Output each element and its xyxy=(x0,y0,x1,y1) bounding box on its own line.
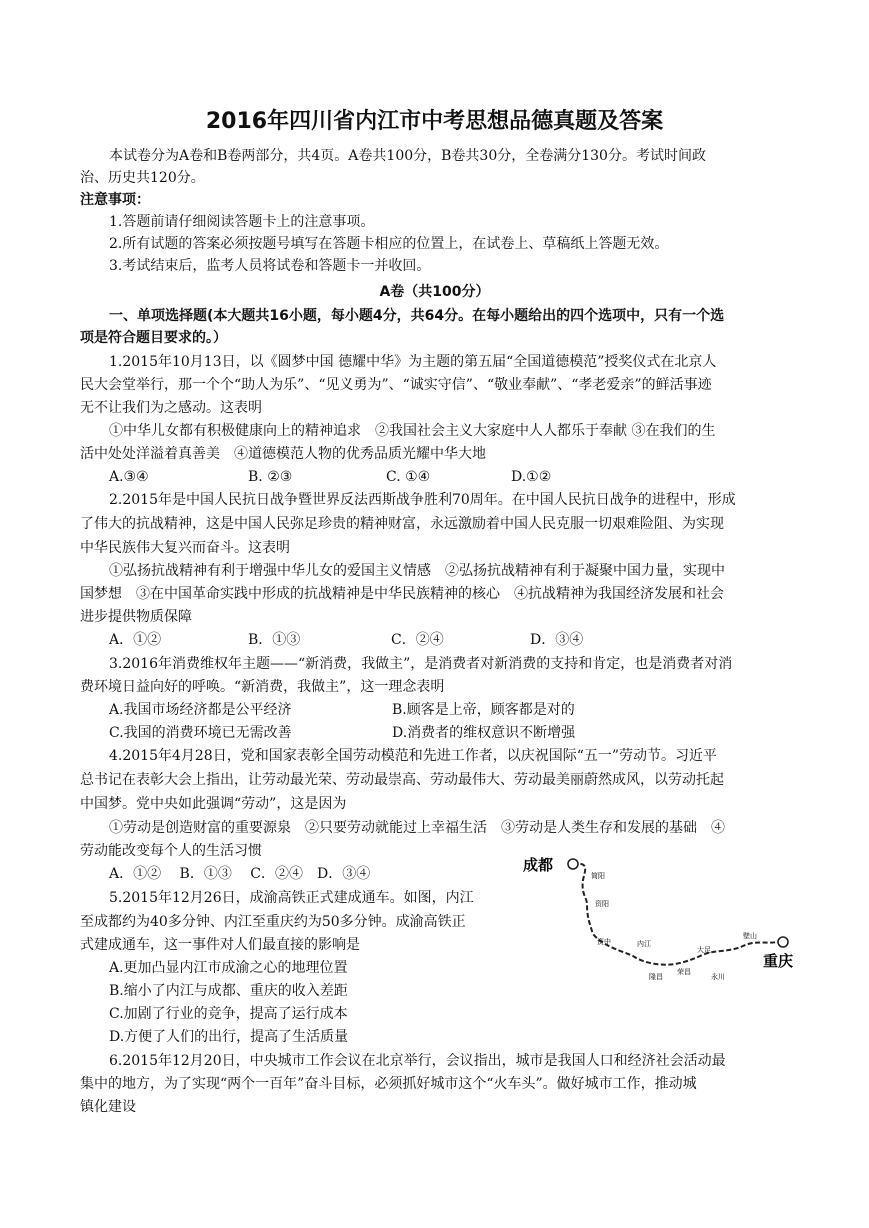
q3-option-d: D.消费者的维权意识不断增强 xyxy=(392,725,576,741)
part1-heading: 一、单项选择题(本大题共16小题，每小题4分，共64分。在每小题给出的四个选项中，只有一个选 xyxy=(109,308,725,324)
q1-option-c: C. ①④ xyxy=(386,469,431,485)
q1-option-b: B. ②③ xyxy=(248,469,293,485)
q1-statements: ①中华儿女都有积极健康向上的精神追求 ②我国社会主义大家庭中人人都乐于奉献 ③在我们的生 xyxy=(109,423,716,439)
intro-line: 治、历史共120分。 xyxy=(80,170,205,186)
q5-stem: 式建成通车，这一事件对人们最直接的影响是 xyxy=(80,937,360,953)
intro-line: 本试卷分为A卷和B卷两部分，共4页。A卷共100分，B卷共30分，全卷满分130分。考试时间政 xyxy=(109,148,706,164)
map-label-station: 荣昌 xyxy=(677,968,691,976)
q4-statements: ①劳动是创造财富的重要源泉 ②只要劳动就能过上幸福生活 ③劳动是人类生存和发展的基础 ④ xyxy=(109,820,725,836)
q4-stem: 总书记在表彰大会上指出，让劳动最光荣、劳动最崇高、劳动最伟大、劳动最美丽蔚然成风，以劳动托起 xyxy=(80,772,724,788)
q6-stem: 6.2015年12月20日，中央城市工作会议在北京举行，会议指出，城市是我国人口和经济社会活动最 xyxy=(109,1053,726,1069)
map-label-start: 成都 xyxy=(523,856,554,874)
map-label-station: 资中 xyxy=(597,938,611,946)
end-station-marker xyxy=(778,937,788,947)
q2-option-d: D．③④ xyxy=(530,632,584,648)
q1-stem: 民大会堂举行，那一个个“助人为乐”、“见义勇为”、“诚实守信”、“敬业奉献”、“孝老爱亲”的鲜活事迹 xyxy=(80,377,712,393)
map-label-station: 资阳 xyxy=(595,900,609,908)
q2-statements: 进步提供物质保障 xyxy=(80,609,192,625)
notice-item: 1.答题前请仔细阅读答题卡上的注意事项。 xyxy=(109,214,375,230)
q1-option-a: A.③④ xyxy=(109,469,149,485)
map-label-station: 内江 xyxy=(637,940,651,948)
q5-option-c: C.加剧了行业的竞争，提高了运行成本 xyxy=(109,1006,348,1022)
q2-option-c: C．②④ xyxy=(391,632,444,648)
q4-options: A．①② B．①③ C．②④ D．③④ xyxy=(109,866,371,882)
map-label-station: 隆昌 xyxy=(649,973,663,981)
q2-option-b: B．①③ xyxy=(248,632,301,648)
q3-stem: 3.2016年消费维权年主题——“新消费，我做主”，是消费者对新消费的支持和肯定，也是消费者对消 xyxy=(109,656,733,672)
chengyu-railway-map xyxy=(515,842,805,992)
q2-stem: 2.2015年是中国人民抗日战争暨世界反法西斯战争胜利70周年。在中国人民抗日战争的进程中，形成 xyxy=(109,492,736,508)
q4-statements: 劳动能改变每个人的生活习惯 xyxy=(80,843,262,859)
q5-stem: 5.2015年12月26日，成渝高铁正式建成通车。如图，内江 xyxy=(109,890,474,906)
map-label-station: 永川 xyxy=(711,973,725,981)
map-label-end: 重庆 xyxy=(763,952,794,970)
q5-stem: 至成都约为40多分钟、内江至重庆约为50多分钟。成渝高铁正 xyxy=(80,914,466,930)
notice-heading: 注意事项： xyxy=(80,192,150,208)
page-title: 2016年四川省内江市中考思想品德真题及答案 xyxy=(205,109,664,134)
q1-stem: 1.2015年10月13日，以《圆梦中国 德耀中华》为主题的第五届“全国道德模范”授奖仪式在北京人 xyxy=(109,354,717,370)
notice-item: 3.考试结束后，监考人员将试卷和答题卡一并收回。 xyxy=(109,258,431,274)
map-label-station: 简阳 xyxy=(591,872,605,880)
part1-heading: 项是符合题目要求的。） xyxy=(80,330,227,346)
q2-stem: 中华民族伟大复兴而奋斗。这表明 xyxy=(80,540,290,556)
q5-option-d: D.方便了人们的出行，提高了生活质量 xyxy=(109,1029,349,1045)
q3-option-b: B.顾客是上帝，顾客都是对的 xyxy=(392,702,575,718)
q3-option-a: A.我国市场经济都是公平经济 xyxy=(109,702,292,718)
map-label-station: 壁山 xyxy=(743,932,757,940)
q5-option-a: A.更加凸显内江市成渝之心的地理位置 xyxy=(109,960,348,976)
q6-stem: 集中的地方，为了实现“两个一百年”奋斗目标，必须抓好城市这个“火车头”。做好城市工作，推动城 xyxy=(80,1076,697,1092)
q5-option-b: B.缩小了内江与成都、重庆的收入差距 xyxy=(109,983,348,999)
notice-item: 2.所有试题的答案必须按题号填写在答题卡相应的位置上，在试卷上、草稿纸上答题无效。 xyxy=(109,236,669,252)
q1-stem: 无不让我们为之感动。这表明 xyxy=(80,400,262,416)
start-station-marker xyxy=(568,859,578,869)
q1-statements: 活中处处洋溢着真善美 ④道德模范人物的优秀品质光耀中华大地 xyxy=(80,446,486,462)
q2-option-a: A．①② xyxy=(109,632,162,648)
map-label-station: 大足 xyxy=(697,946,711,954)
q2-statements: ①弘扬抗战精神有利于增强中华儿女的爱国主义情感 ②弘扬抗战精神有利于凝聚中国力量，实现中 xyxy=(109,563,725,579)
q6-stem: 镇化建设 xyxy=(80,1099,136,1115)
q1-option-d: D.①② xyxy=(511,469,552,485)
section-a-heading: A卷（共100分） xyxy=(379,284,490,300)
q4-stem: 中国梦。党中央如此强调“劳动”，这是因为 xyxy=(80,796,347,812)
q3-option-c: C.我国的消费环境已无需改善 xyxy=(109,725,292,741)
q4-stem: 4.2015年4月28日，党和国家表彰全国劳动模范和先进工作者，以庆祝国际“五一”劳动节。习近平 xyxy=(109,748,718,764)
q3-stem: 费环境日益向好的呼唤。“新消费，我做主”，这一理念表明 xyxy=(80,679,445,695)
q2-statements: 国梦想 ③在中国革命实践中形成的抗战精神是中华民族精神的核心 ④抗战精神为我国经济发展和社会 xyxy=(80,586,724,602)
q2-stem: 了伟大的抗战精神，这是中国人民弥足珍贵的精神财富，永远激励着中国人民克服一切艰难险阻、为实现 xyxy=(80,516,724,532)
